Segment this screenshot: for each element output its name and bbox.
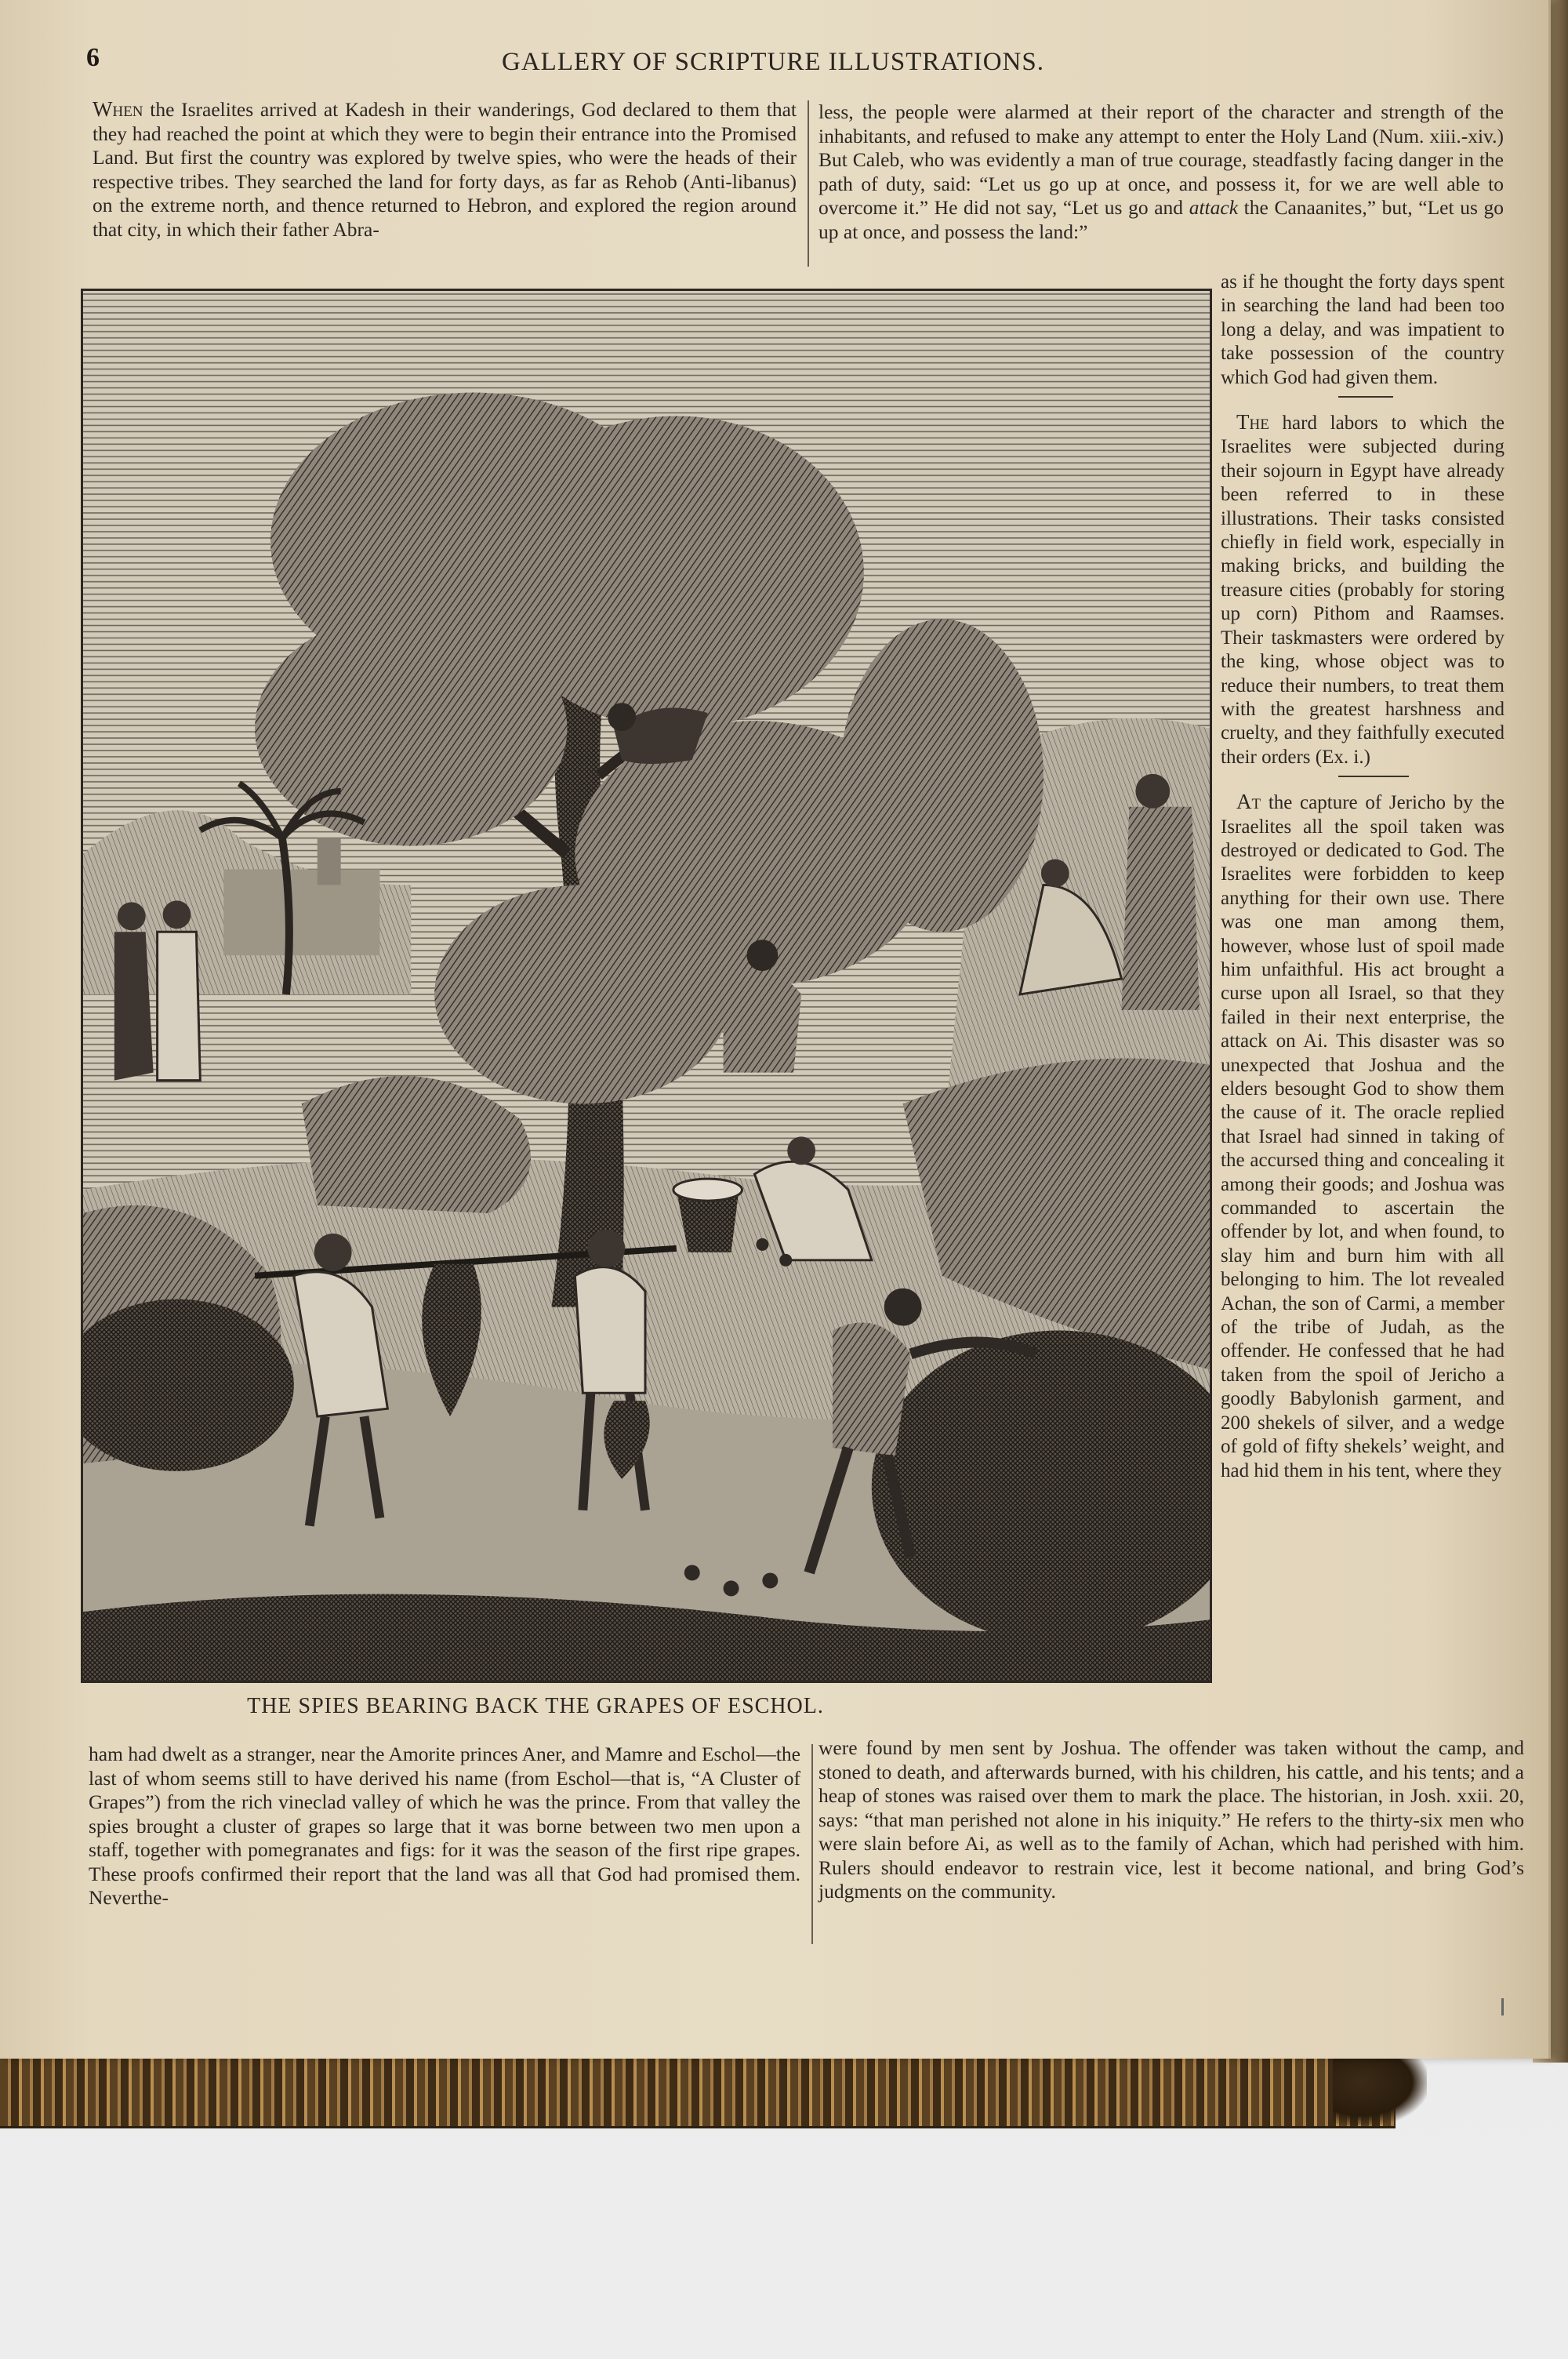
side-paragraph-3: At the capture of Jericho by the Israelites all the spoil taken was destroyed or dedicated to God. The Israelites were forbidden to keep anything for their own use. There was one man among them, however, whose lust of spoil made him unfaithful. His act brought a curse upon all Israel, so that they failed in their next enterprise, the attack on Ai. This disaster was so unexpected that Joshua and the elders besought God to show them the cause of it. The oracle replied that Israel had sinned in taking of the accursed thing and concealing it among their goods; and Joshua was commanded to ascertain the offender by lot, and when found, to slay him and burn him with all belonging to him. The lot revealed Achan, the son of Carmi, a member of the tribe of Judah, as the offender. He confessed that he had taken from the spoil of Jericho a goodly Babylonish garment, and 200 shekels of silver, and a wedge of gold of fifty shekels’ weight, and had hid them in his tent, where they <box>1221 790 1504 1481</box>
column-divider-bottom <box>811 1744 813 1944</box>
side-paragraph-1: as if he thought the forty days spent in searching the land had been too long a delay, and was impatient to take possession of the country which God had given them. <box>1221 271 1504 388</box>
margin-mark <box>1501 1998 1504 2016</box>
side-paragraph-2: The hard labors to which the Israelites were subjected during their sojourn in Egypt have already been referred to in these illustrations. Their tasks consisted chiefly in field work, especially in making bricks, and building the treasure cities (probably for storing up corn) Pithom and Raamses. Their taskmasters were ordered by the king, whose object was to reduce their numbers, to treat them with the greatest harshness and cruelty, and they faithfully executed their orders (Ex. i.) <box>1221 410 1504 768</box>
top-left-column <box>93 97 797 242</box>
illustration-caption: THE SPIES BEARING BACK THE GRAPES OF ESCHOL. <box>247 1694 824 1718</box>
running-title: GALLERY OF SCRIPTURE ILLUSTRATIONS. <box>502 48 1044 76</box>
book-binding <box>0 2048 1396 2128</box>
bottom-left-column <box>89 1743 800 1910</box>
top-left-paragraph: When the Israelites arrived at Kadesh in their wanderings, God declared to them that they had reached the point at which they were to begin their entrance into the Promised Land. But first the country was explored by twelve spies, who were the heads of their respective tribes. They searched the land for forty days, as far as Rehob (Anti-libanus) on the extreme north, and thence returned to Hebron, and explored the region around that city, in which their father Abra- <box>93 97 797 241</box>
bottom-left-paragraph: ham had dwelt as a stranger, near the Amorite princes Aner, and Mamre and Eschol—the last of whom seems still to have derived his name (from Eschol—that is, “A Cluster of Grapes”) from the rich vineclad valley of which he was the prince. From that valley the spies brought a cluster of grapes so large that it was borne between two men upon a staff, together with pomegranates and figs: for it was the season of the first ripe grapes. These proofs confirmed their report that the land was all that God had promised them. Neverthe- <box>89 1743 800 1909</box>
column-divider-top <box>808 100 809 267</box>
bottom-right-column <box>818 1736 1524 1904</box>
section-rule-2 <box>1338 776 1409 777</box>
bottom-right-paragraph: were found by men sent by Joshua. The offender was taken without the camp, and stoned to death, and afterwards burned, with his children, his cattle, and his tents; and a heap of stones was raised over them to mark the place. The historian, in Josh. xxii. 20, says: “that man perished not alone in his iniquity.” He refers to the thirty-six men who were slain before Ai, as well as to the family of Achan, which had perished with him. Rulers should endeavor to restrain vice, lest it become national, and bring God’s judgments on the community. <box>818 1736 1524 1903</box>
side-column <box>1221 271 1504 1483</box>
section-rule-1 <box>1338 396 1393 398</box>
top-right-column <box>818 100 1504 244</box>
emphasis-attack: attack <box>1189 196 1239 219</box>
engraving-illustration <box>81 289 1212 1683</box>
drop-lead: When <box>93 97 143 121</box>
page-number: 6 <box>86 43 100 72</box>
engraving-image <box>83 291 1210 1681</box>
top-right-paragraph: less, the people were alarmed at their report of the character and strength of the inhabitants, and refused to make any attempt to enter the Holy Land (Num. xiii.-xiv.) But Caleb, who was evidently a man of true courage, steadfastly facing danger in the path of duty, said: “Let us go up at once, and possess it, for we are well able to overcome it.” He did not say, “Let us go and attack the Canaanites,” but, “Let us go up at once, and possess the land:” <box>818 100 1504 243</box>
page-header <box>86 43 1513 82</box>
